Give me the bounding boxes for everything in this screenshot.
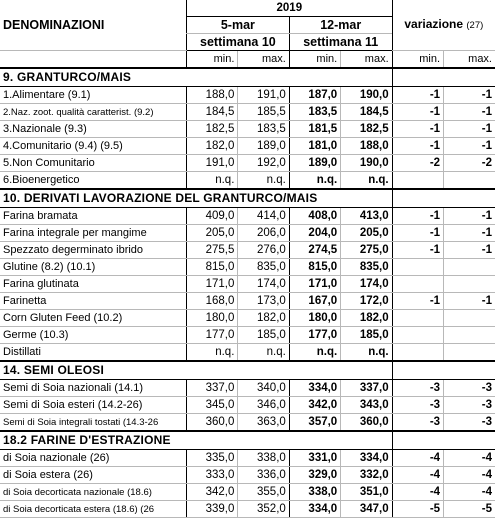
variation-max-value — [444, 344, 495, 362]
week2-max-value: 275,0 — [341, 242, 392, 259]
week2-min-value: 408,0 — [289, 208, 340, 225]
table-row — [0, 104, 495, 121]
table-row — [0, 121, 495, 138]
week1-max-value: 185,5 — [238, 104, 289, 121]
week1-date: 5-mar — [186, 17, 289, 34]
row-name: Semi di Soia nazionali (14.1) — [0, 380, 186, 397]
week1-min-value: 177,0 — [186, 327, 237, 344]
variation-max-value — [444, 310, 495, 327]
variation-min-value: -1 — [392, 208, 443, 225]
variation-min-value — [392, 344, 443, 362]
week1-max-value: 352,0 — [238, 501, 289, 518]
week2-min-value: 181,0 — [289, 138, 340, 155]
week1-max-value: n.q. — [238, 344, 289, 362]
week2-max-value: 205,0 — [341, 225, 392, 242]
week1-max-value: 276,0 — [238, 242, 289, 259]
variation-label: variazione — [404, 17, 464, 31]
week2-min-value: 187,0 — [289, 87, 340, 104]
row-name: 3.Nazionale (9.3) — [0, 121, 186, 138]
section-header — [0, 361, 495, 380]
variation-max-value: -2 — [444, 155, 495, 172]
variation-min-value: -1 — [392, 242, 443, 259]
year-header: 2019 — [186, 0, 392, 17]
variation-min-value: -4 — [392, 467, 443, 484]
week2-min-value: 189,0 — [289, 155, 340, 172]
variation-min-value: -1 — [392, 138, 443, 155]
week2-max-value: 332,0 — [341, 467, 392, 484]
row-name: di Soia decorticata estera (18.6) (26 — [0, 501, 186, 518]
variation-min-value: -3 — [392, 397, 443, 414]
variation-max-value: -5 — [444, 501, 495, 518]
week1-min-value: 337,0 — [186, 380, 237, 397]
week2-min-value: 171,0 — [289, 276, 340, 293]
variation-header — [392, 0, 495, 51]
variation-max-value — [444, 276, 495, 293]
week2-max-value: 347,0 — [341, 501, 392, 518]
week2-max-value: 172,0 — [341, 293, 392, 310]
week1-max-value: 174,0 — [238, 276, 289, 293]
week2-min-value: 183,5 — [289, 104, 340, 121]
week1-min-value: n.q. — [186, 344, 237, 362]
week1-max-value: 340,0 — [238, 380, 289, 397]
week2-min-value: 177,0 — [289, 327, 340, 344]
week1-min-value: 182,5 — [186, 121, 237, 138]
week1-max-value: 189,0 — [238, 138, 289, 155]
variation-max-value: -3 — [444, 397, 495, 414]
variation-min-value: -2 — [392, 155, 443, 172]
section-title: 18.2 FARINE D'ESTRAZIONE — [0, 431, 392, 450]
week2-max-value: 343,0 — [341, 397, 392, 414]
variation-min-value — [392, 259, 443, 276]
variation-max-value: -4 — [444, 450, 495, 467]
week2-min-value: n.q. — [289, 172, 340, 190]
week2-max-value: n.q. — [341, 172, 392, 190]
row-name: Farinetta — [0, 293, 186, 310]
variation-max-value: -1 — [444, 225, 495, 242]
week1-max-header: max. — [238, 51, 289, 69]
week1-min-value: 335,0 — [186, 450, 237, 467]
week2-max-value: 184,5 — [341, 104, 392, 121]
row-name: 1.Alimentare (9.1) — [0, 87, 186, 104]
week1-min-header: min. — [186, 51, 237, 69]
variation-min-value: -3 — [392, 380, 443, 397]
week1-max-value: 835,0 — [238, 259, 289, 276]
variation-min-value — [392, 172, 443, 190]
variation-min-value: -4 — [392, 450, 443, 467]
week1-max-value: 191,0 — [238, 87, 289, 104]
week1-min-value: 171,0 — [186, 276, 237, 293]
var-min-header: min. — [392, 51, 443, 69]
row-name: 5.Non Comunitario — [0, 155, 186, 172]
section-header — [0, 68, 495, 87]
week2-min-value: 334,0 — [289, 380, 340, 397]
minmax-spacer — [0, 51, 186, 69]
week1-min-value: 168,0 — [186, 293, 237, 310]
week2-min-value: 331,0 — [289, 450, 340, 467]
section-title: 14. SEMI OLEOSI — [0, 361, 392, 380]
table-row — [0, 293, 495, 310]
week1-min-value: 182,0 — [186, 138, 237, 155]
week1-min-value: 180,0 — [186, 310, 237, 327]
row-name: di Soia nazionale (26) — [0, 450, 186, 467]
week1-max-value: 206,0 — [238, 225, 289, 242]
week2-max-value: 174,0 — [341, 276, 392, 293]
row-name: Glutine (8.2) (10.1) — [0, 259, 186, 276]
variation-min-value: -1 — [392, 293, 443, 310]
week1-min-value: 191,0 — [186, 155, 237, 172]
row-name: Semi di Soia integrali tostati (14.3-26 — [0, 414, 186, 432]
week2-min-value: 334,0 — [289, 501, 340, 518]
variation-note: (27) — [466, 20, 484, 31]
variation-max-value: -1 — [444, 121, 495, 138]
week2-max-value: 360,0 — [341, 414, 392, 432]
week2-max-header: max. — [341, 51, 392, 69]
week2-max-value: 190,0 — [341, 155, 392, 172]
week2-min-value: 181,5 — [289, 121, 340, 138]
row-name: Farina glutinata — [0, 276, 186, 293]
week1-max-value: 336,0 — [238, 467, 289, 484]
week1-max-value: 346,0 — [238, 397, 289, 414]
row-name: 2.Naz. zoot. qualità caratterist. (9.2) — [0, 104, 186, 121]
row-name: Germe (10.3) — [0, 327, 186, 344]
section-title: 9. GRANTURCO/MAIS — [0, 68, 392, 87]
week1-max-value: n.q. — [238, 172, 289, 190]
table-row — [0, 344, 495, 362]
week2-max-value: 337,0 — [341, 380, 392, 397]
variation-min-value: -4 — [392, 484, 443, 501]
variation-min-value — [392, 276, 443, 293]
week1-min-value: 333,0 — [186, 467, 237, 484]
section-variation-spacer — [392, 431, 495, 450]
variation-max-value — [444, 259, 495, 276]
week2-max-value: 182,5 — [341, 121, 392, 138]
variation-max-value: -1 — [444, 138, 495, 155]
week2-min-value: 329,0 — [289, 467, 340, 484]
week2-max-value: 334,0 — [341, 450, 392, 467]
week1-max-value: 182,0 — [238, 310, 289, 327]
week1-min-value: 184,5 — [186, 104, 237, 121]
variation-max-value: -3 — [444, 414, 495, 432]
table-row — [0, 242, 495, 259]
week1-max-value: 338,0 — [238, 450, 289, 467]
variation-min-value: -1 — [392, 225, 443, 242]
var-max-header: max. — [444, 51, 495, 69]
week2-max-value: 188,0 — [341, 138, 392, 155]
week2-min-value: 180,0 — [289, 310, 340, 327]
week2-min-value: 274,5 — [289, 242, 340, 259]
week1-min-value: 815,0 — [186, 259, 237, 276]
variation-max-value: -4 — [444, 484, 495, 501]
week1-max-value: 185,0 — [238, 327, 289, 344]
week2-min-value: 357,0 — [289, 414, 340, 432]
variation-max-value: -4 — [444, 467, 495, 484]
week1-min-value: 205,0 — [186, 225, 237, 242]
variation-max-value: -1 — [444, 293, 495, 310]
variation-max-value: -1 — [444, 87, 495, 104]
week1-max-value: 355,0 — [238, 484, 289, 501]
week2-max-value: 182,0 — [341, 310, 392, 327]
row-name: Farina integrale per mangime — [0, 225, 186, 242]
table-row — [0, 467, 495, 484]
week2-max-value: 413,0 — [341, 208, 392, 225]
variation-max-value: -1 — [444, 208, 495, 225]
section-title: 10. DERIVATI LAVORAZIONE DEL GRANTURCO/MAIS — [0, 189, 392, 208]
table-row — [0, 484, 495, 501]
denominations-header: DENOMINAZIONI — [0, 0, 186, 51]
week1-max-value: 183,5 — [238, 121, 289, 138]
week2-max-value: 835,0 — [341, 259, 392, 276]
table-row — [0, 501, 495, 518]
table-row — [0, 450, 495, 467]
week2-max-value: 185,0 — [341, 327, 392, 344]
table-row — [0, 225, 495, 242]
week1-min-value: 275,5 — [186, 242, 237, 259]
section-header — [0, 189, 495, 208]
week2-max-value: n.q. — [341, 344, 392, 362]
week2-min-value: 167,0 — [289, 293, 340, 310]
table-row — [0, 414, 495, 432]
row-name: di Soia decorticata nazionale (18.6) — [0, 484, 186, 501]
week2-min-value: 815,0 — [289, 259, 340, 276]
variation-max-value: -1 — [444, 104, 495, 121]
variation-max-value — [444, 327, 495, 344]
week2-date: 12-mar — [289, 17, 392, 34]
week1-min-value: n.q. — [186, 172, 237, 190]
row-name: Distillati — [0, 344, 186, 362]
week1-max-value: 192,0 — [238, 155, 289, 172]
variation-max-value: -1 — [444, 242, 495, 259]
table-row — [0, 380, 495, 397]
table-row — [0, 172, 495, 190]
variation-min-value — [392, 310, 443, 327]
variation-max-value: -3 — [444, 380, 495, 397]
week1-max-value: 173,0 — [238, 293, 289, 310]
variation-min-value: -1 — [392, 87, 443, 104]
row-name: 6.Bioenergetico — [0, 172, 186, 190]
week1-label: settimana 10 — [186, 34, 289, 51]
row-name: di Soia estera (26) — [0, 467, 186, 484]
table-row — [0, 276, 495, 293]
week2-max-value: 351,0 — [341, 484, 392, 501]
week1-min-value: 342,0 — [186, 484, 237, 501]
week1-max-value: 363,0 — [238, 414, 289, 432]
week1-min-value: 339,0 — [186, 501, 237, 518]
section-variation-spacer — [392, 68, 495, 87]
week1-min-value: 409,0 — [186, 208, 237, 225]
week1-min-value: 345,0 — [186, 397, 237, 414]
row-name: Spezzato degerminato ibrido — [0, 242, 186, 259]
week1-max-value: 414,0 — [238, 208, 289, 225]
section-variation-spacer — [392, 189, 495, 208]
week2-max-value: 190,0 — [341, 87, 392, 104]
variation-min-value: -5 — [392, 501, 443, 518]
table-row — [0, 397, 495, 414]
row-name: 4.Comunitario (9.4) (9.5) — [0, 138, 186, 155]
table-row — [0, 138, 495, 155]
variation-max-value — [444, 172, 495, 190]
week2-label: settimana 11 — [289, 34, 392, 51]
week2-min-header: min. — [289, 51, 340, 69]
table-row — [0, 208, 495, 225]
table-row — [0, 327, 495, 344]
week2-min-value: 204,0 — [289, 225, 340, 242]
table-row — [0, 155, 495, 172]
week2-min-value: n.q. — [289, 344, 340, 362]
row-name: Semi di Soia esteri (14.2-26) — [0, 397, 186, 414]
week2-min-value: 342,0 — [289, 397, 340, 414]
row-name: Farina bramata — [0, 208, 186, 225]
variation-min-value: -1 — [392, 121, 443, 138]
section-variation-spacer — [392, 361, 495, 380]
variation-min-value: -3 — [392, 414, 443, 432]
table-row — [0, 310, 495, 327]
week2-min-value: 338,0 — [289, 484, 340, 501]
week1-min-value: 188,0 — [186, 87, 237, 104]
table-row — [0, 87, 495, 104]
week1-min-value: 360,0 — [186, 414, 237, 432]
row-name: Corn Gluten Feed (10.2) — [0, 310, 186, 327]
variation-min-value — [392, 327, 443, 344]
table-row — [0, 259, 495, 276]
variation-min-value: -1 — [392, 104, 443, 121]
table-body — [0, 68, 495, 518]
section-header — [0, 431, 495, 450]
table-header — [0, 0, 495, 68]
